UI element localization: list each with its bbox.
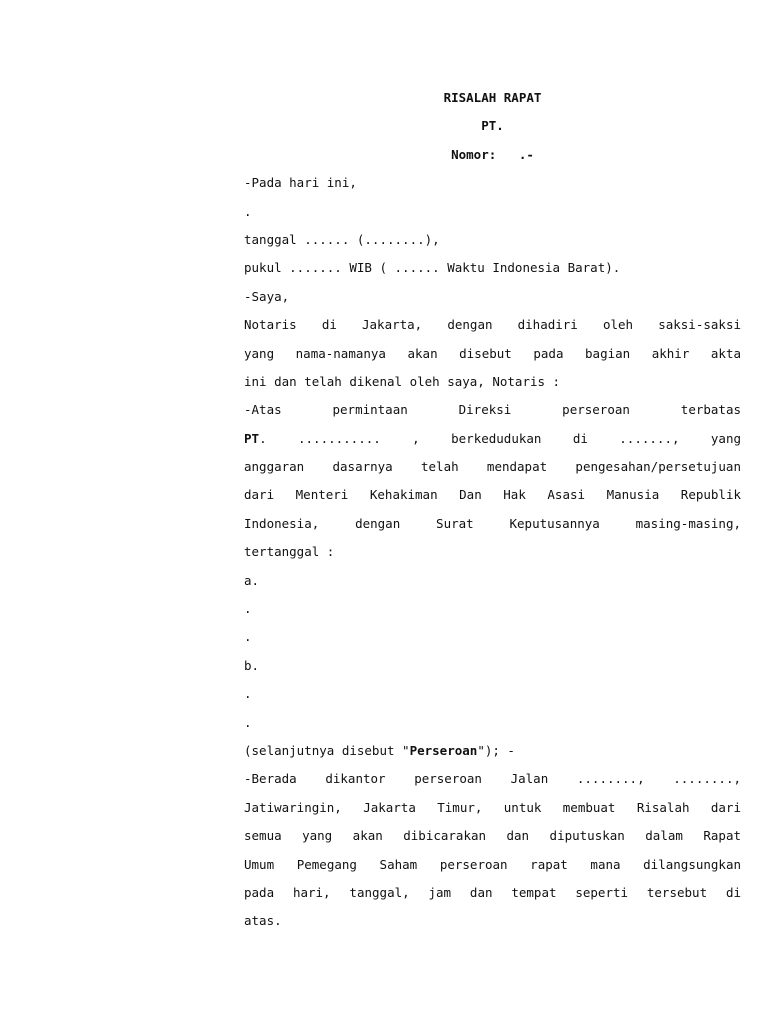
list-item: .: [244, 601, 252, 617]
text-fragment: "); -: [477, 742, 515, 758]
text-line: atas.: [244, 913, 282, 929]
text-line: pada hari, tanggal, jam dan tempat seperti tersebut di: [244, 884, 741, 900]
bold-term-perseroan: Perseroan: [409, 742, 478, 758]
text-line: -Pada hari ini,: [244, 175, 357, 191]
document-number: Nomor: .-: [451, 146, 534, 162]
text-line: -Saya,: [244, 288, 290, 304]
text-line: -Atas permintaan Direksi perseroan terbatas: [244, 402, 741, 418]
list-item: .: [244, 629, 252, 645]
bold-company-prefix: PT: [244, 430, 260, 446]
text-line: ini dan telah dikenal oleh saya, Notaris :: [244, 373, 561, 389]
company-name: PT.: [481, 118, 504, 134]
text-line: tertanggal :: [244, 544, 335, 560]
text-line: [244, 425, 741, 453]
text-line: dari Menteri Kehakiman Dan Hak Asasi Manusia Republik: [244, 487, 741, 503]
document-title: RISALAH RAPAT: [443, 90, 542, 105]
text-line: Notaris di Jakarta, dengan dihadiri oleh saksi-saksi: [244, 317, 741, 333]
list-item: a.: [244, 572, 260, 588]
text-line-rest: . ........... , berkedudukan di ......., yang: [259, 430, 741, 446]
text-line: Jatiwaringin, Jakarta Timur, untuk membuat Risalah dari: [244, 799, 741, 815]
text-line: semua yang akan dibicarakan dan diputuskan dalam Rapat: [244, 828, 741, 844]
text-fragment: (selanjutnya disebut ": [244, 742, 410, 758]
text-line: -Berada dikantor perseroan Jalan ........, ........,: [244, 771, 741, 787]
text-line: yang nama-namanya akan disebut pada bagian akhir akta: [244, 345, 741, 361]
list-item: .: [244, 714, 252, 730]
text-line: [244, 737, 741, 765]
text-line: Umum Pemegang Saham perseroan rapat mana dilangsungkan: [244, 856, 741, 872]
text-line: anggaran dasarnya telah mendapat pengesahan/persetujuan: [244, 459, 741, 475]
text-line: .: [244, 203, 252, 219]
text-line: tanggal ...... (........),: [244, 231, 440, 247]
text-line: pukul ....... WIB ( ...... Waktu Indonesia Barat).: [244, 260, 621, 276]
list-item: b.: [244, 657, 260, 673]
text-line: Indonesia, dengan Surat Keputusannya masing-masing,: [244, 515, 741, 531]
document-body: [244, 84, 741, 936]
list-item: .: [244, 686, 252, 702]
